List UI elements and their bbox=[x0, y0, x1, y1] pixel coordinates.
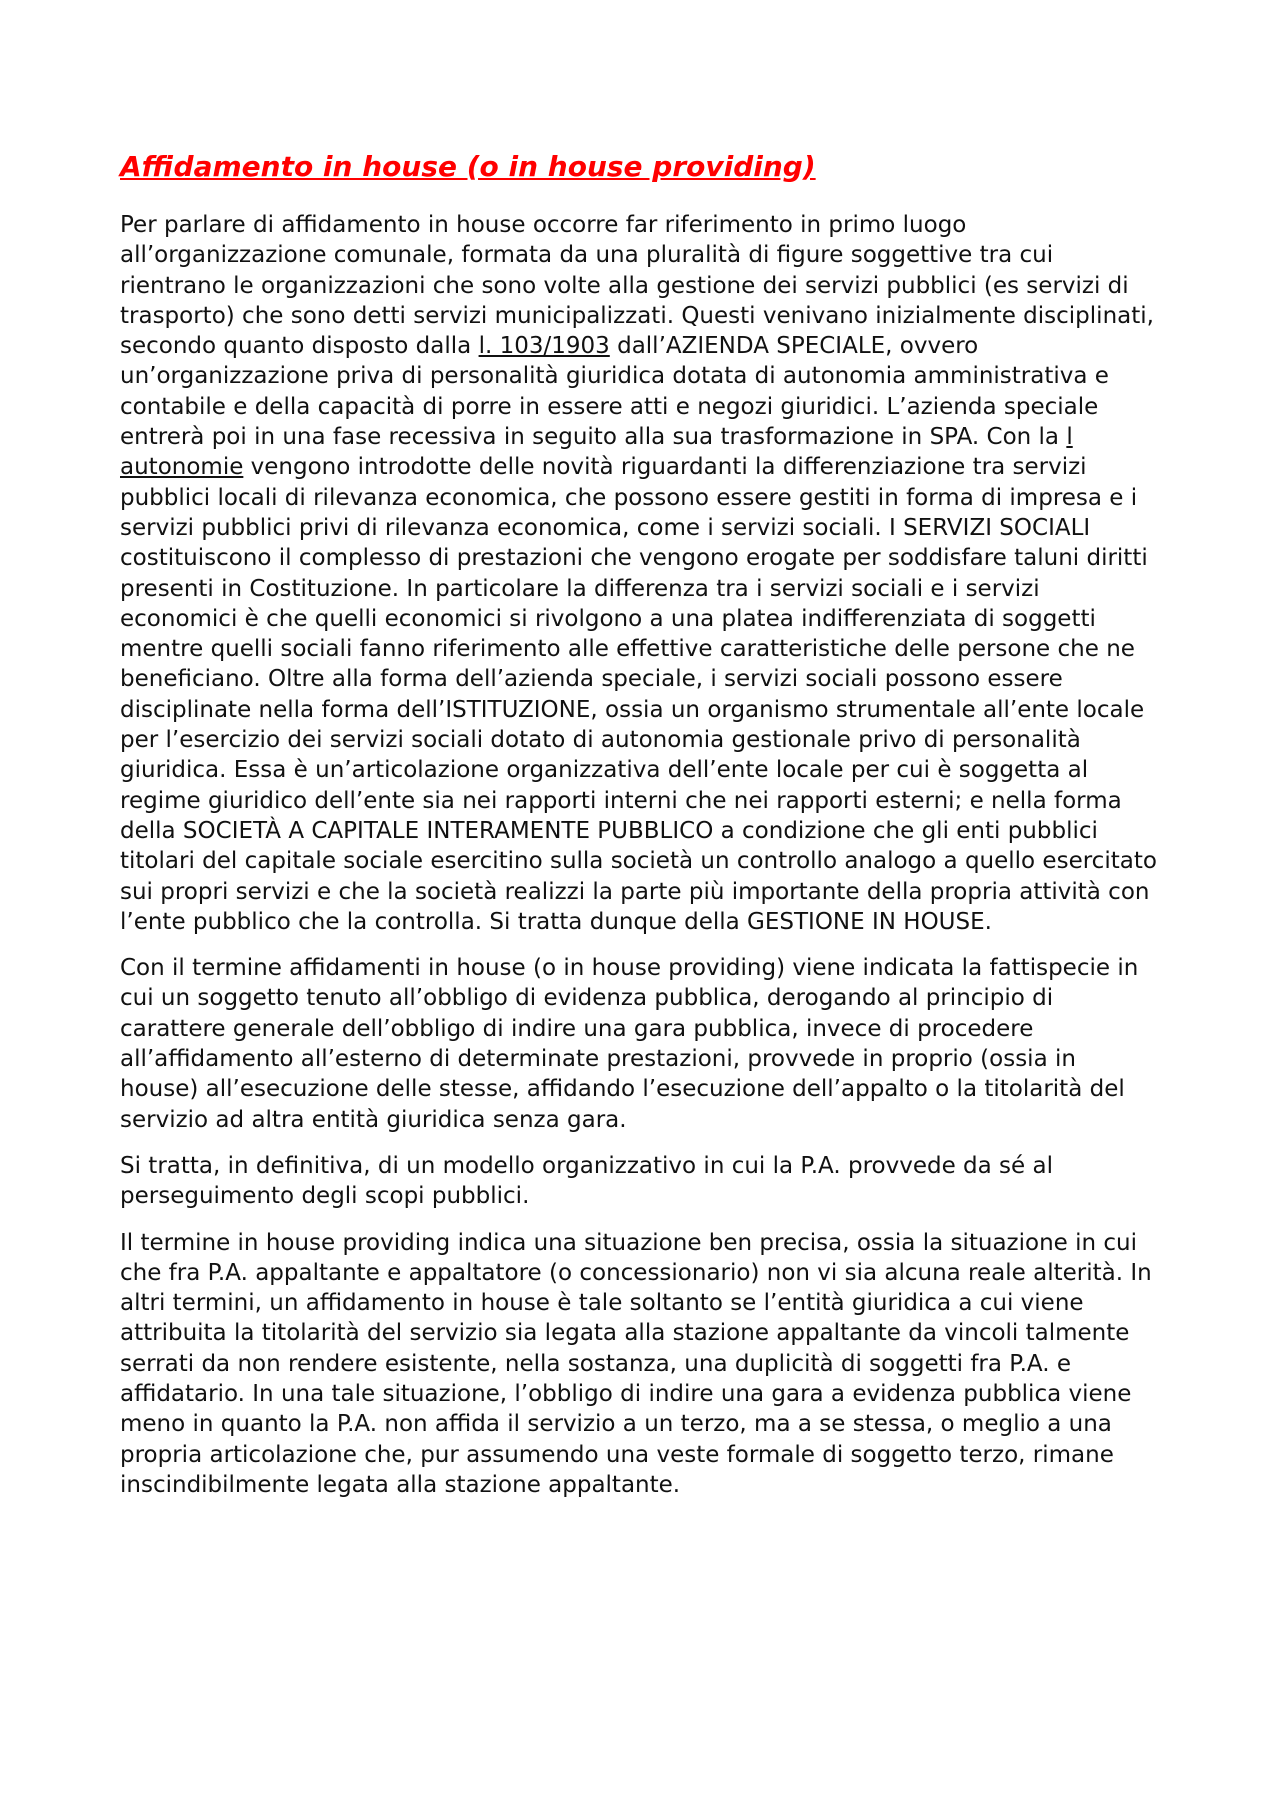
document-page bbox=[120, 150, 1160, 1516]
paragraph-2: Con il termine affidamenti in house (o in house providing) viene indicata la fattispecie in cui un soggetto tenuto all’obbligo di evidenza pubblica, derogando al principio di carattere generale dell’obbligo di indire una gara pubblica, invece di procedere all’affidamento all’esterno di determinate prestazioni, provvede in proprio (ossia in house) all’esecuzione delle stesse, affidando l’esecuzione dell’appalto o la titolarità del servizio ad altra entità giuridica senza gara. bbox=[120, 955, 1139, 1133]
law-reference-link[interactable]: l. 103/1903 bbox=[478, 333, 610, 360]
paragraph-3: Si tratta, in definitiva, di un modello organizzativo in cui la P.A. provvede da sé al perseguimento degli scopi pubblici. bbox=[120, 1152, 1053, 1210]
paragraph-1 bbox=[120, 210, 1160, 937]
paragraph-4: Il termine in house providing indica una situazione ben precisa, ossia la situazione in cui che fra P.A. appaltante e appaltatore (o concessionario) non vi sia alcuna reale alterità. In altri termini, un affidamento in house è tale soltanto se l’entità giuridica a cui viene attribuita la titolarità del servizio sia legata alla stazione appaltante da vincoli talmente serrati da non rendere esistente, nella sostanza, una duplicità di soggetti fra P.A. e affidatario. In una tale situazione, l’obbligo di indire una gara a evidenza pubblica viene meno in quanto la P.A. non affida il servizio a un terzo, ma a se stessa, o meglio a una propria articolazione che, pur assumendo una veste formale di soggetto terzo, rimane inscindibilmente legata alla stazione appaltante. bbox=[120, 1229, 1152, 1498]
autonomie-law-link[interactable]: l autonomie bbox=[120, 424, 1073, 481]
paragraph-1-text-c: vengono introdotte delle novità riguardanti la differenziazione tra servizi pubblici locali di rilevanza economica, che possono essere gestiti in forma di impresa e i servizi pubblici privi di rilevanza economica, come i servizi sociali. I SERVIZI SOCIALI costituiscono il complesso di prestazioni che vengono erogate per soddisfare taluni diritti presenti in Costituzione. In particolare la differenza tra i servizi sociali e i servizi economici è che quelli economici si rivolgono a una platea indifferenziata di soggetti mentre quelli sociali fanno riferimento alle effettive caratteristiche delle persone che ne beneficiano. Oltre alla forma dell’azienda speciale, i servizi sociali possono essere disciplinate nella forma dell’ISTITUZIONE, ossia un organismo strumentale all’ente locale per l’esercizio dei servizi sociali dotato di autonomia gestionale privo di personalità giuridica. Essa è un’articolazione organizzativa dell’ente locale per cui è soggetta al regime giuridico dell’ente sia nei rapporti interni che nei rapporti esterni; e nella forma della SOCIETÀ A CAPITALE INTERAMENTE PUBBLICO a condizione che gli enti pubblici titolari del capitale sociale esercitino sulla società un controllo analogo a quello esercitato sui propri servizi e che la società realizzi la parte più importante della propria attività con l’ente pubblico che la controlla. Si tratta dunque della GESTIONE IN HOUSE. bbox=[120, 454, 1157, 935]
paragraph-1-text-a: Per parlare di affidamento in house occorre far riferimento in primo luogo all’organizzazione comunale, formata da una pluralità di figure soggettive tra cui rientrano le organizzazioni che sono volte alla gestione dei servizi pubblici (es servizi di trasporto) che sono detti servizi municipalizzati. Questi venivano inizialmente disciplinati, secondo quanto disposto dalla bbox=[120, 212, 1154, 360]
document-title: Affidamento in house (o in house providing) bbox=[120, 150, 816, 183]
paragraph-1-text-b: dall’AZIENDA SPECIALE, ovvero un’organizzazione priva di personalità giuridica dotata di autonomia amministrativa e contabile e della capacità di porre in essere atti e negozi giuridici. L’azienda speciale entrerà poi in una fase recessiva in seguito alla sua trasformazione in SPA. Con la bbox=[120, 333, 1109, 451]
